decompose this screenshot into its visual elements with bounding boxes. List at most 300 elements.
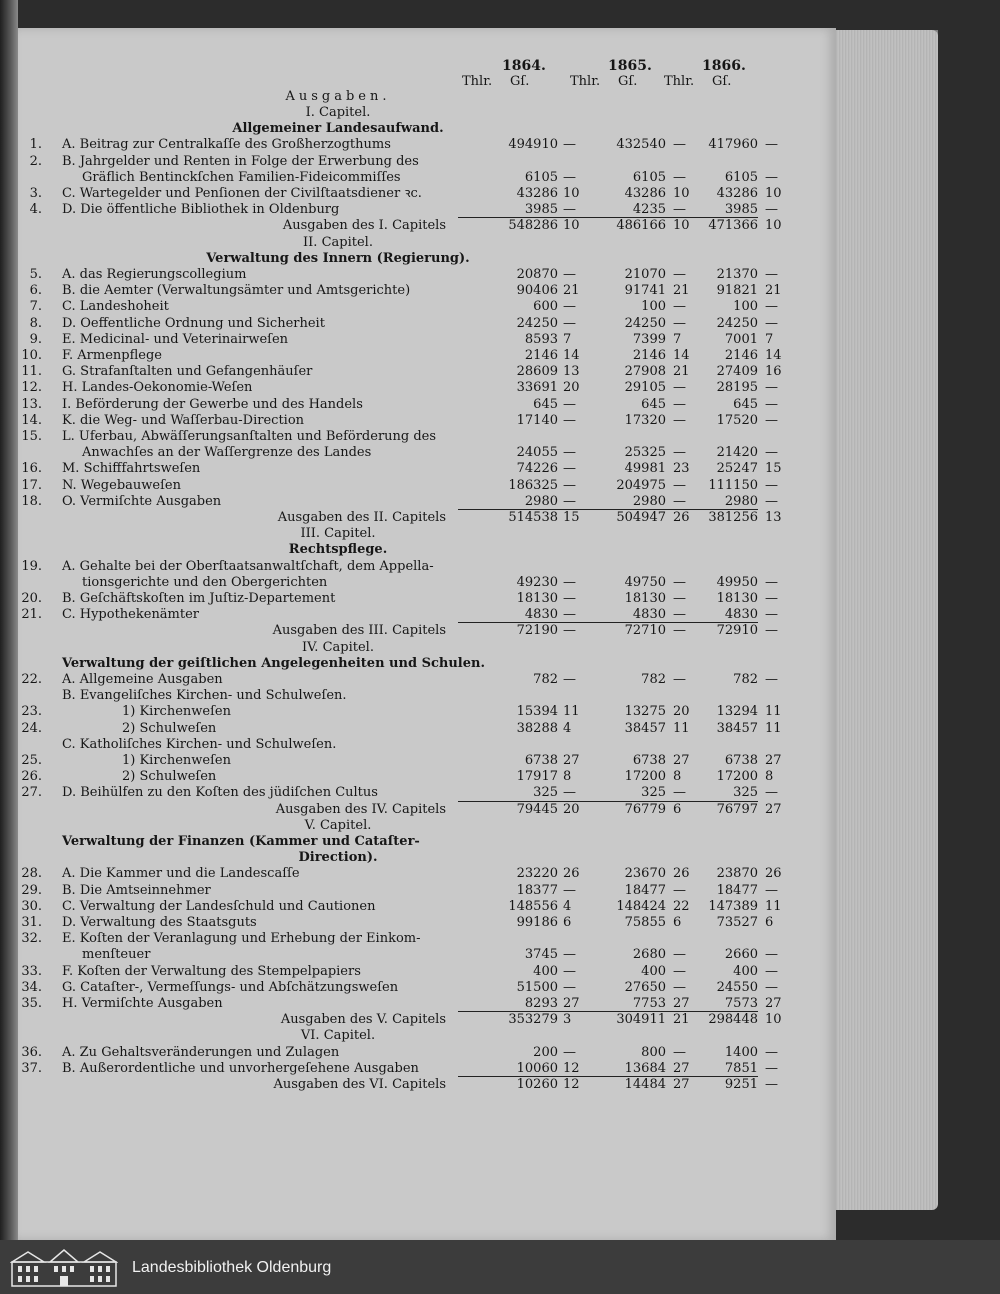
item-value: 800 — [641, 1044, 666, 1060]
item-label: A. Zu Gehaltsveränderungen und Zulagen — [62, 1044, 340, 1060]
item-value: 74226 — [516, 461, 558, 477]
item-value: 111150 — [708, 477, 758, 493]
item-value: 21 — [673, 364, 690, 380]
item-number: 32. — [21, 931, 42, 947]
item-value: 782 — [641, 672, 666, 687]
item-label-continuation: Gräflich Bentinckſchen Familien-Fideicommiſſes — [82, 169, 401, 185]
item-value: 100 — [641, 299, 666, 315]
item-label: B. die Aemter (Verwaltungsämter und Amtsgerichte) — [62, 283, 411, 299]
library-footer — [0, 1240, 1000, 1294]
item-value: — — [765, 882, 778, 898]
item-value: 21 — [563, 283, 580, 299]
item-value: — — [765, 396, 778, 412]
item-value: 2980 — [724, 493, 758, 509]
item-value: 13275 — [624, 704, 666, 720]
item-value: 3745 — [524, 947, 558, 963]
item-value: 8593 — [524, 331, 558, 347]
item-value: 12 — [563, 1060, 580, 1076]
item-label: A. Die Kammer und die Landescaſſe — [62, 866, 300, 882]
item-value: 7 — [563, 331, 572, 347]
item-label: B. Die Amtseinnehmer — [62, 882, 211, 898]
item-value: — — [673, 672, 686, 687]
item-value: 4830 — [524, 607, 558, 623]
item-value: — — [765, 169, 778, 185]
item-value: 7573 — [724, 996, 758, 1011]
item-value: 20870 — [516, 267, 558, 282]
total-value: 10 — [765, 1012, 782, 1028]
total-value: 72910 — [716, 623, 758, 639]
item-value: — — [673, 396, 686, 412]
item-label: A. Gehalte bei der Oberſtaatsanwaltſchaft, dem Appella- — [62, 558, 434, 574]
item-value: — — [673, 1044, 686, 1060]
item-value: 16 — [765, 364, 782, 380]
item-value: 18130 — [516, 591, 558, 606]
item-number: 4. — [29, 202, 42, 218]
item-number: 14. — [21, 412, 42, 428]
item-value: 91741 — [624, 283, 666, 299]
item-value: 38457 — [624, 720, 666, 736]
chapter-label: V. Capitel. — [304, 817, 372, 833]
item-value: 432540 — [616, 137, 666, 153]
item-value: 148424 — [616, 898, 666, 914]
item-value: 4235 — [632, 202, 666, 218]
item-value: — — [765, 299, 778, 315]
item-value: 43286 — [516, 186, 558, 201]
item-value: 3985 — [524, 202, 558, 218]
item-number: 15. — [21, 429, 42, 444]
year-header: 1866. — [702, 58, 746, 74]
total-value: 298448 — [708, 1012, 758, 1028]
item-value: — — [673, 267, 686, 282]
item-value: 17917 — [516, 769, 558, 785]
item-number: 16. — [21, 461, 42, 477]
item-value: — — [563, 299, 576, 315]
item-value: 28195 — [716, 380, 758, 396]
item-number: 31. — [21, 915, 42, 930]
item-number: 9. — [29, 331, 42, 347]
item-number: 34. — [21, 979, 42, 995]
item-value: 14 — [673, 348, 690, 363]
item-value: 91821 — [716, 283, 758, 299]
unit-label-thaler: Thlr. — [462, 74, 493, 89]
item-value: 28609 — [516, 364, 558, 380]
total-value: 10 — [765, 218, 782, 234]
item-value: 17320 — [624, 412, 666, 428]
unit-label-groschen: Gſ. — [712, 74, 732, 89]
item-value: — — [765, 1060, 778, 1076]
item-value: — — [673, 412, 686, 428]
item-value: 7 — [673, 331, 682, 347]
item-value: 2660 — [724, 947, 758, 963]
item-number: 33. — [21, 963, 42, 979]
chapter-heading: Allgemeiner Landesaufwand. — [232, 121, 444, 137]
item-label: C. Verwaltung der Landesſchuld und Cautionen — [62, 898, 376, 914]
page-stack — [818, 30, 938, 1210]
item-value: 2980 — [632, 493, 666, 509]
item-value: — — [563, 493, 576, 509]
item-label: O. Vermiſchte Ausgaben — [62, 493, 222, 509]
item-number: 23. — [21, 704, 42, 720]
total-value: 72710 — [624, 623, 666, 639]
item-value: 4830 — [724, 607, 758, 623]
item-number: 30. — [21, 898, 42, 914]
item-label: I. Beförderung der Gewerbe und des Handels — [62, 396, 363, 412]
item-value: 645 — [533, 396, 558, 412]
chapter-heading: Verwaltung des Innern (Regierung). — [206, 250, 470, 266]
item-value: 18377 — [516, 882, 558, 898]
item-value: 782 — [533, 672, 558, 687]
item-value: 3985 — [724, 202, 758, 218]
item-value: 8293 — [524, 996, 558, 1011]
item-value: 6105 — [724, 169, 758, 185]
item-value: — — [673, 607, 686, 623]
item-value: 20 — [673, 704, 690, 720]
item-value: 33691 — [516, 380, 558, 396]
item-value: 20 — [563, 380, 580, 396]
item-value: — — [765, 137, 778, 153]
item-value: — — [673, 169, 686, 185]
item-value: 27409 — [716, 364, 758, 380]
item-label: B. Geſchäftskoſten im Juſtiz-Departement — [62, 591, 336, 606]
item-number: 7. — [29, 299, 42, 315]
item-value: 11 — [765, 720, 782, 736]
item-value: — — [563, 963, 576, 979]
item-value: 7399 — [632, 331, 666, 347]
item-value: 600 — [533, 299, 558, 315]
item-value: 73527 — [716, 915, 758, 930]
item-value: 90406 — [516, 283, 558, 299]
item-value: 15394 — [516, 704, 558, 720]
item-label: H. Vermiſchte Ausgaben — [62, 996, 223, 1011]
item-value: — — [765, 202, 778, 218]
chapter-total-label: Ausgaben des III. Capitels — [272, 623, 446, 639]
item-label: F. Koſten der Verwaltung des Stempelpapiers — [62, 963, 361, 979]
item-number: 11. — [21, 364, 42, 380]
total-value: 20 — [563, 801, 580, 817]
item-label-continuation: menſteuer — [82, 947, 151, 963]
total-value: 27 — [765, 801, 782, 817]
item-value: 4830 — [632, 607, 666, 623]
item-value: — — [765, 1044, 778, 1060]
item-value: 11 — [673, 720, 690, 736]
item-label: A. Allgemeine Ausgaben — [62, 672, 223, 687]
item-label: M. Schifffahrtsweſen — [62, 461, 201, 477]
item-value: 645 — [641, 396, 666, 412]
item-value: — — [563, 979, 576, 995]
chapter-label: IV. Capitel. — [302, 639, 374, 655]
item-value: — — [673, 477, 686, 493]
chapter-total-label: Ausgaben des IV. Capitels — [275, 801, 446, 817]
item-value: 2146 — [724, 348, 758, 363]
item-number: 35. — [21, 996, 42, 1011]
item-value: 11 — [563, 704, 580, 720]
year-header: 1865. — [608, 58, 652, 74]
unit-label-groschen: Gſ. — [618, 74, 638, 89]
item-value: — — [563, 1044, 576, 1060]
total-value: 353279 — [508, 1012, 558, 1028]
item-value: 2146 — [524, 348, 558, 363]
item-value: 26 — [765, 866, 782, 882]
item-label: D. Beihülfen zu den Koſten des jüdiſchen Cultus — [62, 785, 378, 801]
item-value: 18477 — [624, 882, 666, 898]
item-value: — — [765, 574, 778, 590]
item-value: 4 — [563, 898, 572, 914]
item-value: — — [563, 672, 576, 687]
item-value: — — [765, 672, 778, 687]
total-value: — — [765, 623, 778, 639]
item-value: — — [765, 380, 778, 396]
item-number: 2. — [29, 153, 42, 169]
item-value: — — [765, 315, 778, 331]
chapter-total-label: Ausgaben des I. Capitels — [282, 218, 446, 234]
chapter-heading: Rechtspflege. — [288, 542, 388, 558]
item-value: 14 — [563, 348, 580, 363]
item-value: 6738 — [632, 753, 666, 768]
item-value: — — [765, 607, 778, 623]
item-label: E. Medicinal- und Veterinairweſen — [62, 331, 289, 347]
item-value: 400 — [733, 963, 758, 979]
item-number: 20. — [21, 591, 42, 606]
item-value: 27 — [673, 753, 690, 768]
item-value: — — [673, 137, 686, 153]
item-value: — — [563, 396, 576, 412]
item-value: 51500 — [516, 979, 558, 995]
item-value: 23870 — [716, 866, 758, 882]
chapter-total-label: Ausgaben des V. Capitels — [280, 1012, 446, 1028]
item-value: 7753 — [632, 996, 666, 1011]
item-value: — — [563, 591, 576, 606]
item-value: 147389 — [708, 898, 758, 914]
total-value: 304911 — [616, 1012, 666, 1028]
item-value: 15 — [765, 461, 782, 477]
item-value: 49981 — [624, 461, 666, 477]
item-value: — — [563, 169, 576, 185]
item-number: 17. — [21, 477, 42, 493]
item-label: K. die Weg- und Waſſerbau-Direction — [62, 412, 305, 428]
item-value: — — [765, 979, 778, 995]
item-value: — — [563, 267, 576, 282]
item-value: 11 — [765, 898, 782, 914]
item-value: 24250 — [624, 315, 666, 331]
item-value: — — [673, 445, 686, 461]
unit-label-groschen: Gſ. — [510, 74, 530, 89]
item-value: 10 — [563, 186, 580, 201]
item-value: 10060 — [516, 1060, 558, 1076]
item-value: 6738 — [524, 753, 558, 768]
chapter-label: VI. Capitel. — [300, 1028, 376, 1044]
item-value: 38288 — [516, 720, 558, 736]
item-value: 13 — [563, 364, 580, 380]
unit-label-thaler: Thlr. — [570, 74, 601, 89]
total-value: 12 — [563, 1077, 580, 1092]
item-value: 100 — [733, 299, 758, 315]
chapter-heading: Direction). — [298, 850, 378, 866]
item-value: 645 — [733, 396, 758, 412]
item-value: 23670 — [624, 866, 666, 882]
item-value: 13684 — [624, 1060, 666, 1076]
item-value: 23220 — [516, 866, 558, 882]
item-value: 75855 — [624, 915, 666, 930]
total-value: 514538 — [508, 510, 558, 525]
item-value: — — [673, 380, 686, 396]
item-value: 10 — [673, 186, 690, 201]
item-value: 11 — [765, 704, 782, 720]
item-value: 99186 — [516, 915, 558, 930]
item-label: 2) Schulweſen — [122, 720, 217, 736]
item-label: D. Die öffentliche Bibliothek in Oldenburg — [62, 202, 340, 218]
item-value: — — [765, 445, 778, 461]
total-value: 72190 — [516, 623, 558, 639]
item-number: 6. — [29, 283, 42, 299]
total-value: 76797 — [716, 801, 758, 817]
item-label: B. Evangeliſches Kirchen- und Schulweſen. — [62, 688, 347, 704]
item-number: 18. — [21, 493, 42, 509]
item-label: N. Wegebauweſen — [62, 477, 181, 493]
item-value: 21420 — [716, 445, 758, 461]
item-value: 27 — [765, 753, 782, 768]
item-value: 23 — [673, 461, 690, 477]
item-number: 24. — [21, 720, 42, 736]
item-value: 6738 — [724, 753, 758, 768]
item-number: 29. — [21, 882, 42, 898]
item-number: 28. — [21, 866, 42, 882]
item-value: 18130 — [716, 591, 758, 606]
total-value: 9251 — [724, 1077, 758, 1092]
item-label: 1) Kirchenweſen — [122, 704, 231, 720]
item-label-continuation: Anwachſes an der Waſſergrenze des Landes — [82, 445, 372, 461]
item-value: 6105 — [632, 169, 666, 185]
item-value: — — [673, 979, 686, 995]
item-value: 43286 — [716, 186, 758, 201]
item-value: 49950 — [716, 574, 758, 590]
item-value: 18477 — [716, 882, 758, 898]
total-value: 13 — [765, 510, 782, 525]
item-number: 26. — [21, 769, 42, 785]
item-value: 13294 — [716, 704, 758, 720]
item-value: 22 — [673, 898, 690, 914]
item-label: 2) Schulweſen — [122, 769, 217, 785]
chapter-label: III. Capitel. — [300, 526, 376, 542]
section-title: Ausgaben. — [285, 89, 391, 104]
item-value: — — [563, 137, 576, 153]
total-value: — — [765, 1077, 778, 1092]
item-value: 325 — [533, 785, 558, 801]
item-number: 12. — [21, 380, 42, 396]
item-value: 494910 — [508, 137, 558, 153]
item-value: 148556 — [508, 898, 558, 914]
total-value: 10 — [563, 218, 580, 234]
chapter-label: I. Capitel. — [305, 105, 371, 120]
item-value: 27 — [673, 996, 690, 1011]
item-value: 417960 — [708, 137, 758, 153]
item-value: — — [563, 412, 576, 428]
item-value: 17200 — [716, 769, 758, 785]
item-value: 29105 — [624, 380, 666, 396]
item-label-continuation: tionsgerichte und den Obergerichten — [82, 574, 328, 590]
item-value: 17200 — [624, 769, 666, 785]
item-value: — — [765, 947, 778, 963]
item-number: 13. — [21, 396, 42, 412]
item-number: 25. — [21, 753, 42, 768]
item-value: — — [765, 267, 778, 282]
item-value: — — [673, 963, 686, 979]
item-value: 26 — [563, 866, 580, 882]
item-value: 27 — [765, 996, 782, 1011]
item-value: 325 — [641, 785, 666, 801]
item-value: — — [765, 785, 778, 801]
item-value: — — [765, 963, 778, 979]
item-number: 3. — [29, 186, 42, 201]
item-number: 5. — [29, 267, 42, 282]
item-value: 21370 — [716, 267, 758, 282]
item-number: 36. — [21, 1044, 42, 1060]
item-value: 21 — [673, 283, 690, 299]
total-value: 381256 — [708, 510, 758, 525]
item-value: 24550 — [716, 979, 758, 995]
item-label: L. Uferbau, Abwäſſerungsanſtalten und Beförderung des — [62, 429, 437, 444]
item-value: 2680 — [632, 947, 666, 963]
library-building-logo-icon — [10, 1248, 118, 1288]
total-value: 10260 — [516, 1077, 558, 1092]
item-value: — — [673, 591, 686, 606]
total-value: 471366 — [708, 218, 758, 234]
item-label: C. Wartegelder und Penſionen der Civilſtaatsdiener ꝛc. — [62, 186, 422, 201]
item-value: — — [673, 493, 686, 509]
item-value: 38457 — [716, 720, 758, 736]
item-value: 27 — [563, 753, 580, 768]
library-name: Landesbibliothek Oldenburg — [132, 1259, 332, 1276]
item-value: 17140 — [516, 412, 558, 428]
item-value: 204975 — [616, 477, 666, 493]
item-value: 186325 — [508, 477, 558, 493]
total-value: 15 — [563, 510, 580, 525]
total-value: 76779 — [624, 801, 666, 817]
item-number: 10. — [21, 348, 42, 363]
item-value: — — [765, 477, 778, 493]
book-page — [18, 28, 836, 1240]
total-value: 10 — [673, 218, 690, 234]
chapter-total-label: Ausgaben des II. Capitels — [277, 510, 446, 525]
item-label: D. Oeffentliche Ordnung und Sicherheit — [62, 315, 325, 331]
item-value: 17520 — [716, 412, 758, 428]
item-value: 14 — [765, 348, 782, 363]
item-value: 7001 — [724, 331, 758, 347]
item-value: 21 — [765, 283, 782, 299]
item-label: C. Hypothekenämter — [62, 607, 200, 623]
book-left-edge — [0, 0, 18, 1240]
item-value: — — [563, 461, 576, 477]
item-label: D. Verwaltung des Staatsguts — [62, 915, 257, 930]
item-label: A. das Regierungscollegium — [62, 267, 247, 282]
year-header: 1864. — [502, 58, 546, 74]
item-value: 8 — [765, 769, 774, 785]
item-value: 7851 — [724, 1060, 758, 1076]
item-label: C. Katholiſches Kirchen- und Schulweſen. — [62, 736, 337, 752]
item-value: 6 — [673, 915, 682, 930]
item-value: 18130 — [624, 591, 666, 606]
item-value: 400 — [533, 963, 558, 979]
total-value: 548286 — [508, 218, 558, 234]
item-value: 24250 — [516, 315, 558, 331]
chapter-heading: Verwaltung der Finanzen (Kammer und Cataſter- — [62, 834, 420, 849]
item-label: G. Strafanſtalten und Gefangenhäuſer — [62, 364, 313, 380]
item-label: B. Außerordentliche und unvorhergeſehene Ausgaben — [62, 1060, 419, 1076]
item-value: — — [563, 574, 576, 590]
total-value: 14484 — [624, 1077, 666, 1092]
total-value: 3 — [563, 1012, 572, 1028]
item-value: 782 — [733, 672, 758, 687]
chapter-total-label: Ausgaben des VI. Capitels — [273, 1077, 446, 1092]
